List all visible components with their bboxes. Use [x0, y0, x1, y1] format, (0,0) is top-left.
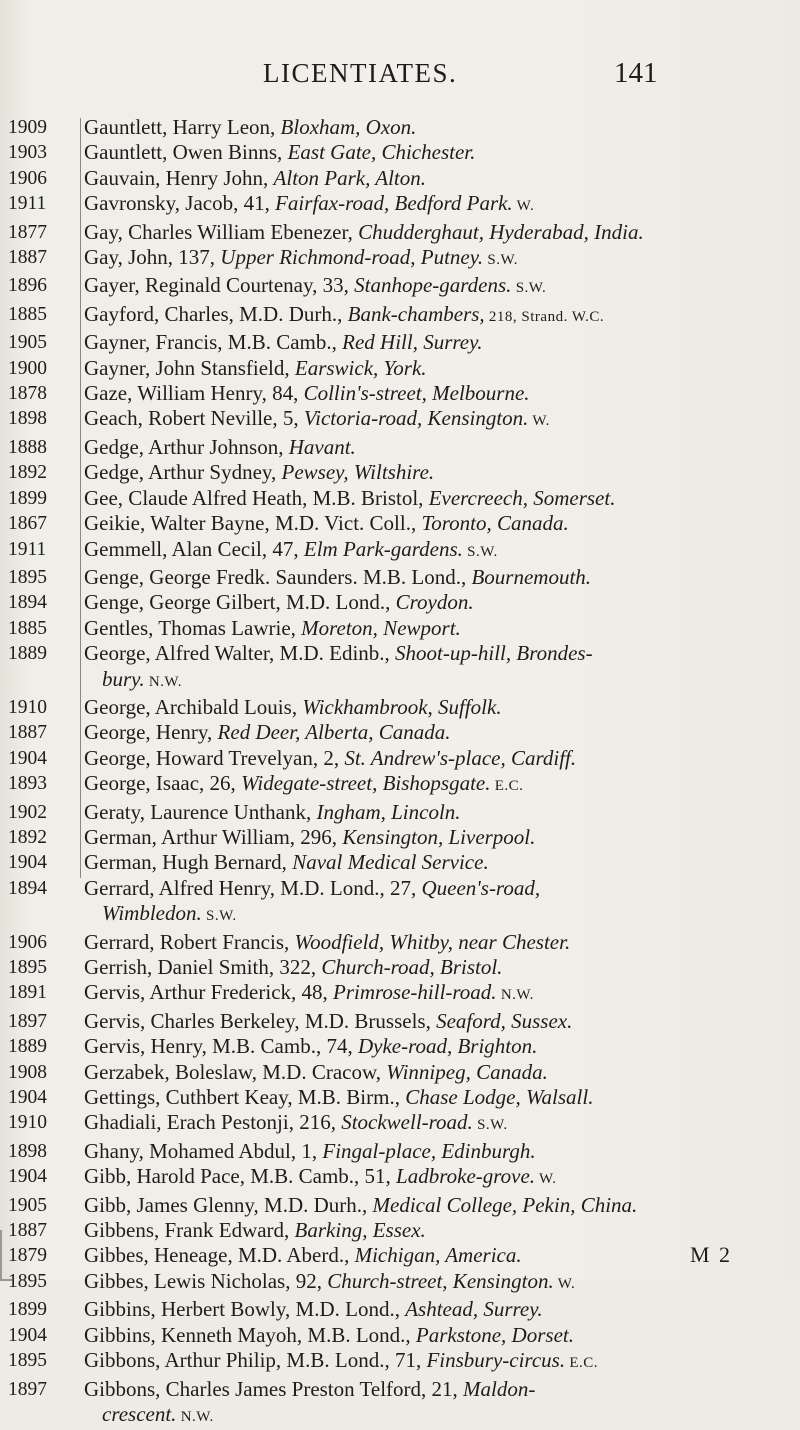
entry-name: Gayner, Francis, M.B. Camb.,	[84, 330, 342, 354]
entry-address: Dyke-road, Brighton.	[358, 1034, 537, 1058]
list-item	[0, 641, 800, 695]
page-header	[0, 58, 800, 98]
entry-address: Havant.	[289, 435, 356, 459]
entry-text	[84, 955, 766, 980]
entry-name: Gedge, Arthur Sydney,	[84, 460, 282, 484]
entry-year: 1906	[0, 930, 84, 955]
page-edge-mark	[0, 1230, 12, 1281]
entry-district: S.W.	[511, 280, 546, 296]
entry-year: 1908	[0, 1060, 84, 1085]
entry-text	[84, 273, 766, 301]
entry-text	[84, 1060, 766, 1085]
entry-text	[84, 771, 766, 799]
entry-text	[84, 1218, 766, 1243]
entry-district: S.W.	[483, 252, 518, 268]
licentiate-list	[0, 115, 800, 1430]
entry-name: Geach, Robert Neville, 5,	[84, 406, 304, 430]
entry-name: Gibbons, Charles James Preston Telford, 21,	[84, 1377, 463, 1401]
entry-name: Gayner, John Stansfield,	[84, 356, 295, 380]
entry-text	[84, 800, 766, 825]
entry-year: 1867	[0, 511, 84, 536]
entry-text	[84, 930, 766, 955]
entry-year: 1910	[0, 695, 84, 720]
entry-name: Gay, Charles William Ebenezer,	[84, 220, 358, 244]
entry-district: S.W.	[473, 1117, 508, 1133]
entry-address-continued: Wimbledon.	[102, 901, 202, 925]
entry-text	[84, 1297, 766, 1322]
entry-text	[84, 1110, 766, 1138]
list-item	[0, 1110, 800, 1138]
list-item	[0, 565, 800, 590]
entry-name: Gervis, Arthur Frederick, 48,	[84, 980, 333, 1004]
entry-year: 1909	[0, 115, 84, 140]
entry-year: 1899	[0, 1297, 84, 1322]
entry-district: E.C.	[565, 1355, 598, 1371]
entry-name: Gentles, Thomas Lawrie,	[84, 616, 301, 640]
entry-address: Collin's-street, Melbourne.	[304, 381, 530, 405]
entry-address: Church-street, Kensington.	[327, 1269, 554, 1293]
entry-text	[84, 1377, 766, 1430]
entry-name: Gerzabek, Boleslaw, M.D. Cracow,	[84, 1060, 386, 1084]
entry-year: 1885	[0, 302, 84, 327]
list-item	[0, 1218, 800, 1243]
entry-address: Finsbury-circus.	[426, 1348, 565, 1372]
entry-address: Shoot-up-hill, Brondes-	[395, 641, 593, 665]
entry-district: S.W.	[202, 908, 237, 924]
entry-address: Fairfax-road, Bedford Park.	[275, 191, 513, 215]
entry-address: Woodfield, Whitby, near Chester.	[295, 930, 571, 954]
list-item	[0, 771, 800, 799]
entry-name: Gibbes, Lewis Nicholas, 92,	[84, 1269, 327, 1293]
entry-text	[84, 1009, 766, 1034]
entry-name: Gayer, Reginald Courtenay, 33,	[84, 273, 354, 297]
entry-text	[84, 616, 766, 641]
entry-name: Genge, George Fredk. Saunders. M.B. Lond.,	[84, 565, 471, 589]
entry-text	[84, 511, 766, 536]
entry-continuation	[84, 1402, 766, 1430]
list-item	[0, 356, 800, 381]
entry-text	[84, 406, 766, 434]
entry-text	[84, 1034, 766, 1059]
entry-year: 1895	[0, 1269, 84, 1294]
entry-text	[84, 537, 766, 565]
entry-year: 1896	[0, 273, 84, 298]
entry-address: Bloxham, Oxon.	[281, 115, 417, 139]
entry-address: Seaford, Sussex.	[436, 1009, 572, 1033]
entry-address: Naval Medical Service.	[292, 850, 489, 874]
list-item	[0, 1009, 800, 1034]
entry-text	[84, 1164, 766, 1192]
entry-year: 1902	[0, 800, 84, 825]
entry-year: 1877	[0, 220, 84, 245]
entry-year: 1897	[0, 1009, 84, 1034]
list-item	[0, 115, 800, 140]
entry-name: Gemmell, Alan Cecil, 47,	[84, 537, 304, 561]
entry-year: 1904	[0, 746, 84, 771]
entry-year: 1893	[0, 771, 84, 796]
entry-name: Gavronsky, Jacob, 41,	[84, 191, 275, 215]
entry-year: 1897	[0, 1377, 84, 1402]
entry-year: 1906	[0, 166, 84, 191]
entry-year: 1905	[0, 1193, 84, 1218]
list-item	[0, 220, 800, 245]
page-number: 141	[614, 57, 658, 90]
entry-text	[84, 980, 766, 1008]
entry-district: W.	[528, 413, 550, 429]
list-item	[0, 166, 800, 191]
list-item	[0, 746, 800, 771]
entry-name: Gedge, Arthur Johnson,	[84, 435, 289, 459]
entry-text	[84, 1348, 766, 1376]
entry-name: Gay, John, 137,	[84, 245, 220, 269]
list-item	[0, 435, 800, 460]
entry-name: Gerrard, Robert Francis,	[84, 930, 295, 954]
entry-name: Gauntlett, Harry Leon,	[84, 115, 281, 139]
entry-district: 218, Strand. W.C.	[485, 309, 604, 325]
entry-text	[84, 1269, 766, 1297]
entry-text	[84, 220, 766, 245]
entry-text	[84, 1139, 766, 1164]
entry-continuation	[84, 667, 766, 695]
entry-name: Gibb, James Glenny, M.D. Durh.,	[84, 1193, 373, 1217]
list-item	[0, 930, 800, 955]
entry-address: Chudderghaut, Hyderabad, India.	[358, 220, 644, 244]
entry-continuation	[84, 901, 766, 929]
entry-name: Gerrard, Alfred Henry, M.D. Lond., 27,	[84, 876, 421, 900]
entry-district: W.	[554, 1276, 576, 1292]
entry-name: George, Howard Trevelyan, 2,	[84, 746, 344, 770]
entry-year: 1904	[0, 1085, 84, 1110]
entry-address: Maldon-	[463, 1377, 535, 1401]
list-item	[0, 955, 800, 980]
entry-address: Parkstone, Dorset.	[416, 1323, 574, 1347]
entry-text	[84, 356, 766, 381]
list-item	[0, 486, 800, 511]
list-item	[0, 1164, 800, 1192]
entry-address: Upper Richmond-road, Putney.	[220, 245, 483, 269]
list-item	[0, 1297, 800, 1322]
entry-address: Earswick, York.	[295, 356, 427, 380]
list-item	[0, 720, 800, 745]
entry-year: 1911	[0, 191, 84, 216]
entry-year: 1892	[0, 825, 84, 850]
entry-name: Gervis, Charles Berkeley, M.D. Brussels,	[84, 1009, 436, 1033]
entry-year: 1905	[0, 330, 84, 355]
entry-address: St. Andrew's-place, Cardiff.	[344, 746, 576, 770]
entry-address: Toronto, Canada.	[421, 511, 568, 535]
list-item	[0, 1193, 800, 1218]
entry-text	[84, 330, 766, 355]
entry-address: Primrose-hill-road.	[333, 980, 497, 1004]
entry-year: 1891	[0, 980, 84, 1005]
entry-name: Gettings, Cuthbert Keay, M.B. Birm.,	[84, 1085, 405, 1109]
entry-year: 1895	[0, 1348, 84, 1373]
entry-name: Gibbes, Heneage, M.D. Aberd.,	[84, 1243, 355, 1267]
entry-name: Ghadiali, Erach Pestonji, 216,	[84, 1110, 341, 1134]
entry-name: Geraty, Laurence Unthank,	[84, 800, 316, 824]
list-item	[0, 140, 800, 165]
list-item	[0, 695, 800, 720]
entry-district: E.C.	[491, 778, 524, 794]
entry-year: 1892	[0, 460, 84, 485]
entry-district: N.W.	[176, 1409, 213, 1425]
entry-year: 1911	[0, 537, 84, 562]
printer-signature: M 2	[690, 1242, 732, 1268]
entry-text	[84, 166, 766, 191]
entry-year: 1898	[0, 406, 84, 431]
entry-address: Elm Park-gardens.	[304, 537, 463, 561]
entry-text	[84, 746, 766, 771]
entry-year: 1904	[0, 1323, 84, 1348]
entry-name: George, Henry,	[84, 720, 218, 744]
entry-year: 1889	[0, 641, 84, 666]
list-item	[0, 1269, 800, 1297]
entry-text	[84, 695, 766, 720]
entry-text	[84, 460, 766, 485]
entry-address: Queen's-road,	[421, 876, 540, 900]
list-item	[0, 1323, 800, 1348]
entry-address: Ingham, Lincoln.	[316, 800, 460, 824]
entry-year: 1898	[0, 1139, 84, 1164]
entry-name: Gauntlett, Owen Binns,	[84, 140, 288, 164]
entry-address: Bank-chambers,	[348, 302, 485, 326]
entry-address: Stanhope-gardens.	[354, 273, 511, 297]
entry-text	[84, 140, 766, 165]
entry-text	[84, 565, 766, 590]
entry-address: Ashtead, Surrey.	[405, 1297, 542, 1321]
entry-text	[84, 850, 766, 875]
running-title: LICENTIATES.	[263, 58, 457, 89]
entry-address: Red Hill, Surrey.	[342, 330, 482, 354]
list-item	[0, 1060, 800, 1085]
entry-district: W.	[513, 198, 535, 214]
entry-text	[84, 435, 766, 460]
entry-address: Victoria-road, Kensington.	[304, 406, 529, 430]
entry-address: Medical College, Pekin, China.	[373, 1193, 638, 1217]
entry-text	[84, 641, 766, 695]
entry-text	[84, 115, 766, 140]
entry-name: Gibbins, Herbert Bowly, M.D. Lond.,	[84, 1297, 405, 1321]
entry-year: 1895	[0, 565, 84, 590]
list-item	[0, 590, 800, 615]
list-item	[0, 330, 800, 355]
list-item	[0, 191, 800, 219]
entry-text	[84, 486, 766, 511]
entry-address: Barking, Essex.	[295, 1218, 426, 1242]
list-item	[0, 381, 800, 406]
entry-name: George, Alfred Walter, M.D. Edinb.,	[84, 641, 395, 665]
entry-name: Gibbens, Frank Edward,	[84, 1218, 295, 1242]
entry-year: 1910	[0, 1110, 84, 1135]
list-item	[0, 537, 800, 565]
entry-name: Gayford, Charles, M.D. Durh.,	[84, 302, 348, 326]
entry-year: 1895	[0, 955, 84, 980]
list-item	[0, 616, 800, 641]
entry-name: Gerrish, Daniel Smith, 322,	[84, 955, 321, 979]
entry-text	[84, 381, 766, 406]
list-item	[0, 1034, 800, 1059]
entry-address: East Gate, Chichester.	[288, 140, 476, 164]
list-item	[0, 1377, 800, 1430]
entry-year: 1888	[0, 435, 84, 460]
entry-name: Gee, Claude Alfred Heath, M.B. Bristol,	[84, 486, 429, 510]
entry-text	[84, 1085, 766, 1110]
entry-district: S.W.	[463, 544, 498, 560]
entry-text	[84, 720, 766, 745]
list-item	[0, 245, 800, 273]
entry-name: German, Arthur William, 296,	[84, 825, 342, 849]
entry-text	[84, 1323, 766, 1348]
entry-address: Red Deer, Alberta, Canada.	[218, 720, 451, 744]
entry-year: 1887	[0, 245, 84, 270]
entry-name: Gibbons, Arthur Philip, M.B. Lond., 71,	[84, 1348, 426, 1372]
entry-year: 1899	[0, 486, 84, 511]
entry-district: N.W.	[145, 674, 182, 690]
entry-address: Church-road, Bristol.	[321, 955, 502, 979]
entry-year: 1879	[0, 1243, 84, 1268]
list-item	[0, 1085, 800, 1110]
entry-address: Alton Park, Alton.	[274, 166, 426, 190]
entry-address-continued: crescent.	[102, 1402, 176, 1426]
entry-year: 1903	[0, 140, 84, 165]
entry-name: German, Hugh Bernard,	[84, 850, 292, 874]
entry-address: Winnipeg, Canada.	[386, 1060, 548, 1084]
entry-name: Gaze, William Henry, 84,	[84, 381, 304, 405]
list-item	[0, 876, 800, 930]
list-item	[0, 1348, 800, 1376]
entry-text	[84, 245, 766, 273]
entry-name: Ghany, Mohamed Abdul, 1,	[84, 1139, 322, 1163]
list-item	[0, 511, 800, 536]
entry-year: 1904	[0, 1164, 84, 1189]
entry-address: Fingal-place, Edinburgh.	[322, 1139, 535, 1163]
entry-text	[84, 825, 766, 850]
list-item	[0, 850, 800, 875]
entry-district: N.W.	[497, 987, 534, 1003]
entry-year: 1904	[0, 850, 84, 875]
entry-year: 1887	[0, 720, 84, 745]
entry-address: Kensington, Liverpool.	[342, 825, 535, 849]
entry-address: Croydon.	[396, 590, 474, 614]
entry-year: 1894	[0, 590, 84, 615]
list-item	[0, 825, 800, 850]
list-item	[0, 1139, 800, 1164]
entry-year: 1878	[0, 381, 84, 406]
list-item	[0, 460, 800, 485]
entry-district: W.	[535, 1171, 557, 1187]
entry-year: 1889	[0, 1034, 84, 1059]
entry-name: Genge, George Gilbert, M.D. Lond.,	[84, 590, 396, 614]
entry-text	[84, 302, 766, 330]
entry-name: Geikie, Walter Bayne, M.D. Vict. Coll.,	[84, 511, 421, 535]
entry-text	[84, 590, 766, 615]
entry-text	[84, 1243, 766, 1268]
entry-address: Chase Lodge, Walsall.	[405, 1085, 593, 1109]
entry-address: Evercreech, Somerset.	[429, 486, 616, 510]
entry-address: Ladbroke-grove.	[396, 1164, 535, 1188]
entry-address: Stockwell-road.	[341, 1110, 473, 1134]
entry-address: Bournemouth.	[471, 565, 591, 589]
entry-name: Gibbins, Kenneth Mayoh, M.B. Lond.,	[84, 1323, 416, 1347]
entry-text	[84, 1193, 766, 1218]
entry-name: Gervis, Henry, M.B. Camb., 74,	[84, 1034, 358, 1058]
entry-name: Gibb, Harold Pace, M.B. Camb., 51,	[84, 1164, 396, 1188]
entry-year: 1887	[0, 1218, 84, 1243]
entry-name: Gauvain, Henry John,	[84, 166, 274, 190]
entry-address: Wickhambrook, Suffolk.	[302, 695, 501, 719]
entry-name: George, Isaac, 26,	[84, 771, 241, 795]
list-item	[0, 980, 800, 1008]
list-item	[0, 406, 800, 434]
entry-text	[84, 191, 766, 219]
entry-year: 1900	[0, 356, 84, 381]
entry-address: Michigan, America.	[355, 1243, 522, 1267]
entry-year: 1894	[0, 876, 84, 901]
list-item	[0, 273, 800, 301]
entry-address: Pewsey, Wiltshire.	[282, 460, 435, 484]
list-item	[0, 1243, 800, 1268]
entry-address: Moreton, Newport.	[301, 616, 461, 640]
entry-year: 1885	[0, 616, 84, 641]
entry-name: George, Archibald Louis,	[84, 695, 302, 719]
entry-address: Widegate-street, Bishopsgate.	[241, 771, 490, 795]
list-item	[0, 800, 800, 825]
list-item	[0, 302, 800, 330]
entry-address-continued: bury.	[102, 667, 145, 691]
entry-text	[84, 876, 766, 930]
